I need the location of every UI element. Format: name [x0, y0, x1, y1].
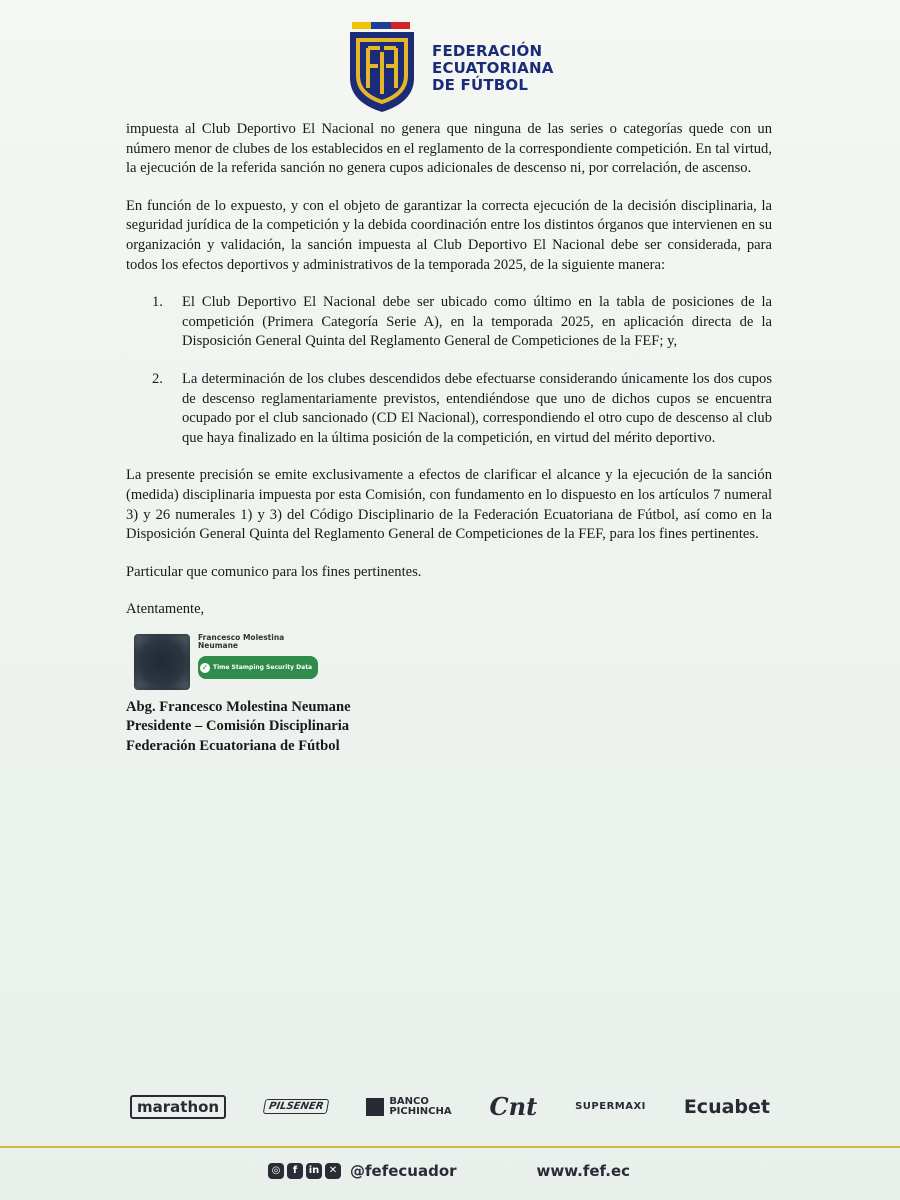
paragraph-4: Particular que comunico para los fines pertinentes. — [126, 563, 422, 580]
letterhead — [346, 22, 554, 114]
timestamp-badge — [198, 656, 318, 680]
qr-code-icon — [134, 634, 190, 690]
pichincha-line-2: PICHINCHA — [389, 1105, 452, 1117]
paragraph-2: En función de lo expuesto, y con el objeto de garantizar la correcta ejecución de la decisión disciplinaria, la seguridad jurídica de la competición y la debida coordinación entre los distintos órganos que intervienen en su organización y validación, la sanción impuesta al Club Deportivo El Nacional debe ser considerada, para todos los efectos deportivos y administrativos de la temporada 2025, de la siguiente manera: — [126, 197, 772, 273]
org-name-line-1: FEDERACIÓN — [432, 41, 543, 60]
paragraph-3: La presente precisión se emite exclusivamente a efectos de clarificar el alcance y la ejecución de la sanción (medida) disciplinaria impuesta por esta Comisión, con fundamento en lo dispuesto en los artículos 7 numeral 3) y 26 numerales 1) y 3) del Código Disciplinario de la Federación Ecuatoriana de Fútbol, así como en la Disposición General Quinta del Reglamento General de Competiciones de la FEF, para los fines pertinentes. — [126, 467, 772, 543]
sponsor-marathon: marathon — [130, 1095, 226, 1119]
pichincha-logo-icon — [366, 1098, 384, 1116]
sponsor-bar — [130, 1092, 770, 1121]
footer — [268, 1162, 630, 1180]
fef-shield-logo-icon — [346, 28, 418, 114]
signer-title: Presidente – Comisión Disciplinaria — [126, 718, 350, 735]
flag-stripe — [352, 22, 410, 29]
facebook-icon[interactable]: f — [287, 1163, 303, 1179]
list-item — [126, 370, 772, 448]
sponsor-banco-pichincha — [366, 1097, 451, 1117]
signature-meta — [198, 634, 318, 680]
website-link[interactable]: www.fef.ec — [536, 1162, 631, 1180]
footer-divider — [0, 1146, 900, 1148]
sponsor-ecuabet: Ecuabet — [683, 1095, 770, 1118]
signer-block — [126, 698, 772, 757]
signer-organization: Federación Ecuatoriana de Fútbol — [126, 737, 340, 754]
digital-signature — [134, 634, 772, 690]
sponsor-cnt: Cnt — [489, 1092, 538, 1121]
instagram-icon[interactable]: ◎ — [268, 1163, 284, 1179]
social-handle[interactable]: @fefecuador — [350, 1162, 457, 1180]
list-text: El Club Deportivo El Nacional debe ser ubicado como último en la tabla de posiciones de la competición (Primera Categoría Serie A), en la temporada 2025, en aplicación directa de la Disposición General Quinta del Reglamento General de Competiciones de la FEF; y, — [182, 294, 772, 350]
x-icon[interactable]: ✕ — [325, 1163, 341, 1179]
pichincha-line-1: BANCO — [389, 1095, 429, 1107]
sponsor-supermaxi: SUPERMAXI — [575, 1101, 646, 1112]
list-item — [126, 293, 772, 352]
list-number: 1. — [152, 294, 163, 311]
letter-body — [126, 120, 772, 756]
paragraph-1: impuesta al Club Deportivo El Nacional no genera que ninguna de las series o categorías quede con un número menor de clubes de los establecidos en el reglamento de la correspondiente competición. En tal virtud, la ejecución de la referida sanción no genera cupos adicionales de descenso ni, por correlación, de ascenso. — [126, 121, 772, 177]
linkedin-icon[interactable]: in — [306, 1163, 322, 1179]
sponsor-pilsener: PILSENER — [263, 1099, 330, 1114]
check-icon: ✓ — [201, 662, 209, 672]
numbered-list — [126, 293, 772, 448]
org-name-line-3: DE FÚTBOL — [432, 75, 529, 94]
social-icons — [268, 1163, 344, 1179]
list-number: 2. — [152, 370, 163, 387]
federation-name — [432, 43, 554, 94]
digital-signer-name: Francesco Molestina Neumane — [198, 632, 285, 650]
closing: Atentamente, — [126, 601, 205, 618]
list-text: La determinación de los clubes descendidos debe efectuarse considerando únicamente los dos cupos de descenso reglamentariamente previstos, entendiéndose que uno de dichos cupos se encuentra ocupado por el club sancionado (CD El Nacional), correspondiendo el otro cupo de descenso al club que haya finalizado en la última posición de la competición, en virtud del mérito deportivo. — [182, 370, 772, 446]
org-name-line-2: ECUATORIANA — [432, 58, 554, 77]
badge-text: Time Stamping Security Data — [213, 663, 313, 671]
signer-name: Abg. Francesco Molestina Neumane — [126, 698, 351, 715]
